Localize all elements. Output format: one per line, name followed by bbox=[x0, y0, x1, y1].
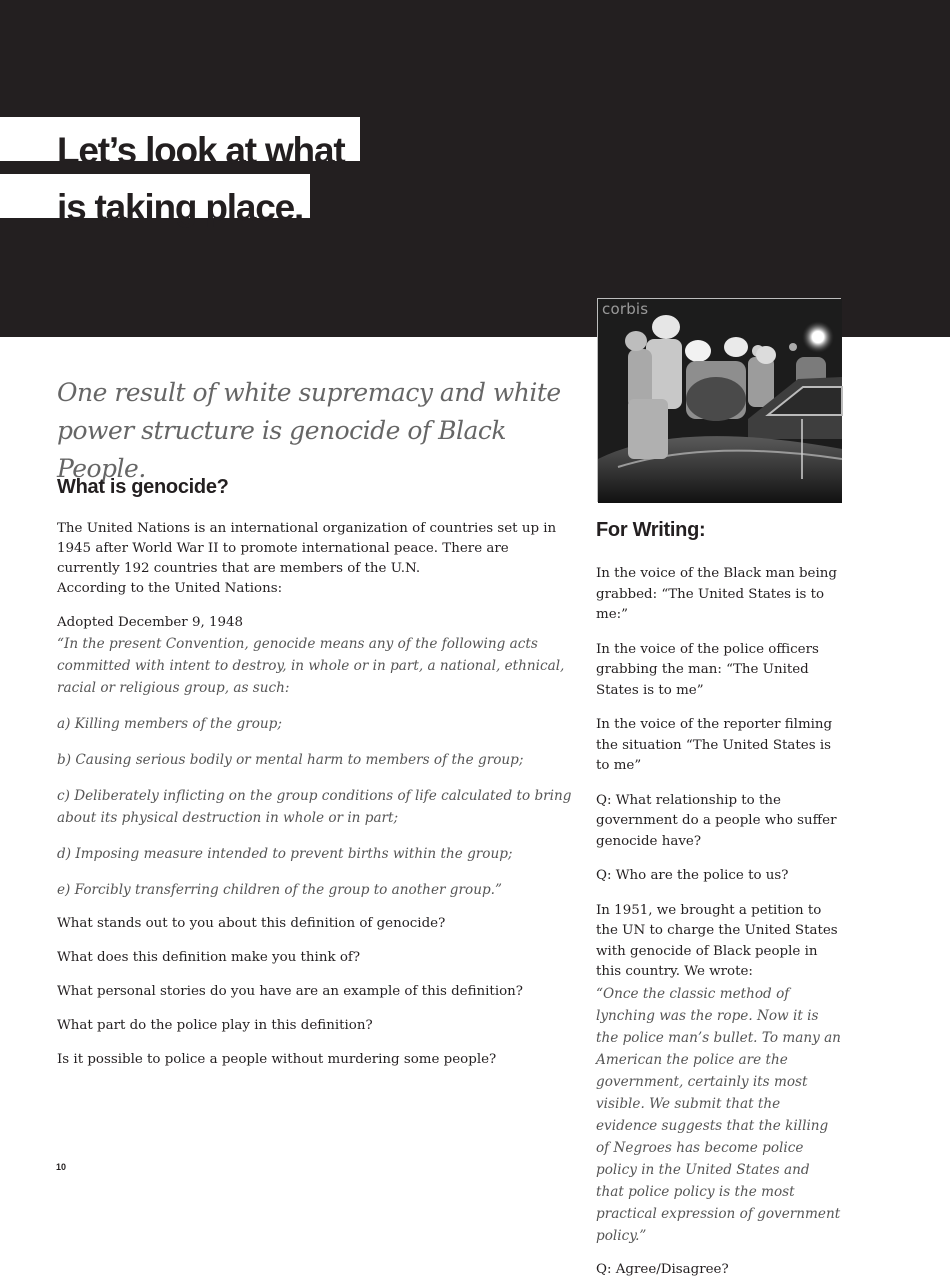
genocide-heading: What is genocide? bbox=[57, 476, 229, 499]
intro-statement: One result of white supremacy and white power structure is genocide of Black People. bbox=[57, 374, 577, 488]
question-5: Is it possible to police a people without murdering some people? bbox=[57, 1050, 572, 1070]
writing-prompt-2: In the voice of the police officers grabbing the man: “The United States is to me” bbox=[596, 640, 841, 702]
writing-prompt-3: In the voice of the reporter filming the situation “The United States is to me” bbox=[596, 715, 841, 777]
photo-watermark: corbis bbox=[602, 300, 648, 318]
question-2: What does this definition make you think of? bbox=[57, 948, 572, 968]
act-a: a) Killing members of the group; bbox=[57, 713, 572, 735]
according-line: According to the United Nations: bbox=[57, 579, 572, 599]
question-4: What part do the police play in this definition? bbox=[57, 1016, 572, 1036]
act-d: d) Imposing measure intended to prevent births within the group; bbox=[57, 843, 572, 865]
convention-quote: “In the present Convention, genocide means any of the following acts committed with intent to destroy, in whole or in part, a national, ethnical, racial or religious group, as such: bbox=[57, 633, 572, 699]
writing-prompt-1: In the voice of the Black man being grabbed: “The United States is to me:” bbox=[596, 564, 841, 626]
page-title-line-1: Let’s look at what bbox=[57, 132, 344, 169]
adopted-date: Adopted December 9, 1948 bbox=[57, 613, 572, 633]
writing-prompt-5: Q: Who are the police to us? bbox=[596, 866, 841, 887]
question-3: What personal stories do you have are an example of this definition? bbox=[57, 982, 572, 1002]
question-1: What stands out to you about this definition of genocide? bbox=[57, 914, 572, 934]
un-paragraph: The United Nations is an international organization of countries set up in 1945 after World War II to promote international peace. There are currently 192 countries that are members of the U.N. bbox=[57, 519, 572, 579]
agree-question: Q: Agree/Disagree? bbox=[596, 1260, 841, 1280]
genocide-section bbox=[57, 519, 572, 1070]
writing-prompt-4: Q: What relationship to the government do a people who suffer genocide have? bbox=[596, 791, 841, 853]
petition-quote: “Once the classic method of lynching was the rope. Now it is the police man’s bullet. To many an American the police are the government, certainly its most visible. We submit that the evidence suggests that the killing of Negroes has become police policy in the United States and that police policy is the most practical expression of government policy.” bbox=[596, 983, 841, 1247]
page-title-line-2: is taking place. bbox=[57, 189, 303, 226]
photo-image bbox=[598, 299, 842, 503]
page-number: 10 bbox=[56, 1162, 66, 1172]
act-c: c) Deliberately inflicting on the group conditions of life calculated to bring about its physical destruction in whole or in part; bbox=[57, 785, 572, 829]
writing-heading: For Writing: bbox=[596, 519, 705, 542]
writing-section bbox=[596, 564, 841, 1280]
act-e: e) Forcibly transferring children of the group to another group.” bbox=[57, 879, 572, 901]
police-arrest-photo bbox=[597, 298, 841, 502]
petition-intro: In 1951, we brought a petition to the UN to charge the United States with genocide of Black people in this country. We wrote: bbox=[596, 901, 841, 983]
act-b: b) Causing serious bodily or mental harm to members of the group; bbox=[57, 749, 572, 771]
